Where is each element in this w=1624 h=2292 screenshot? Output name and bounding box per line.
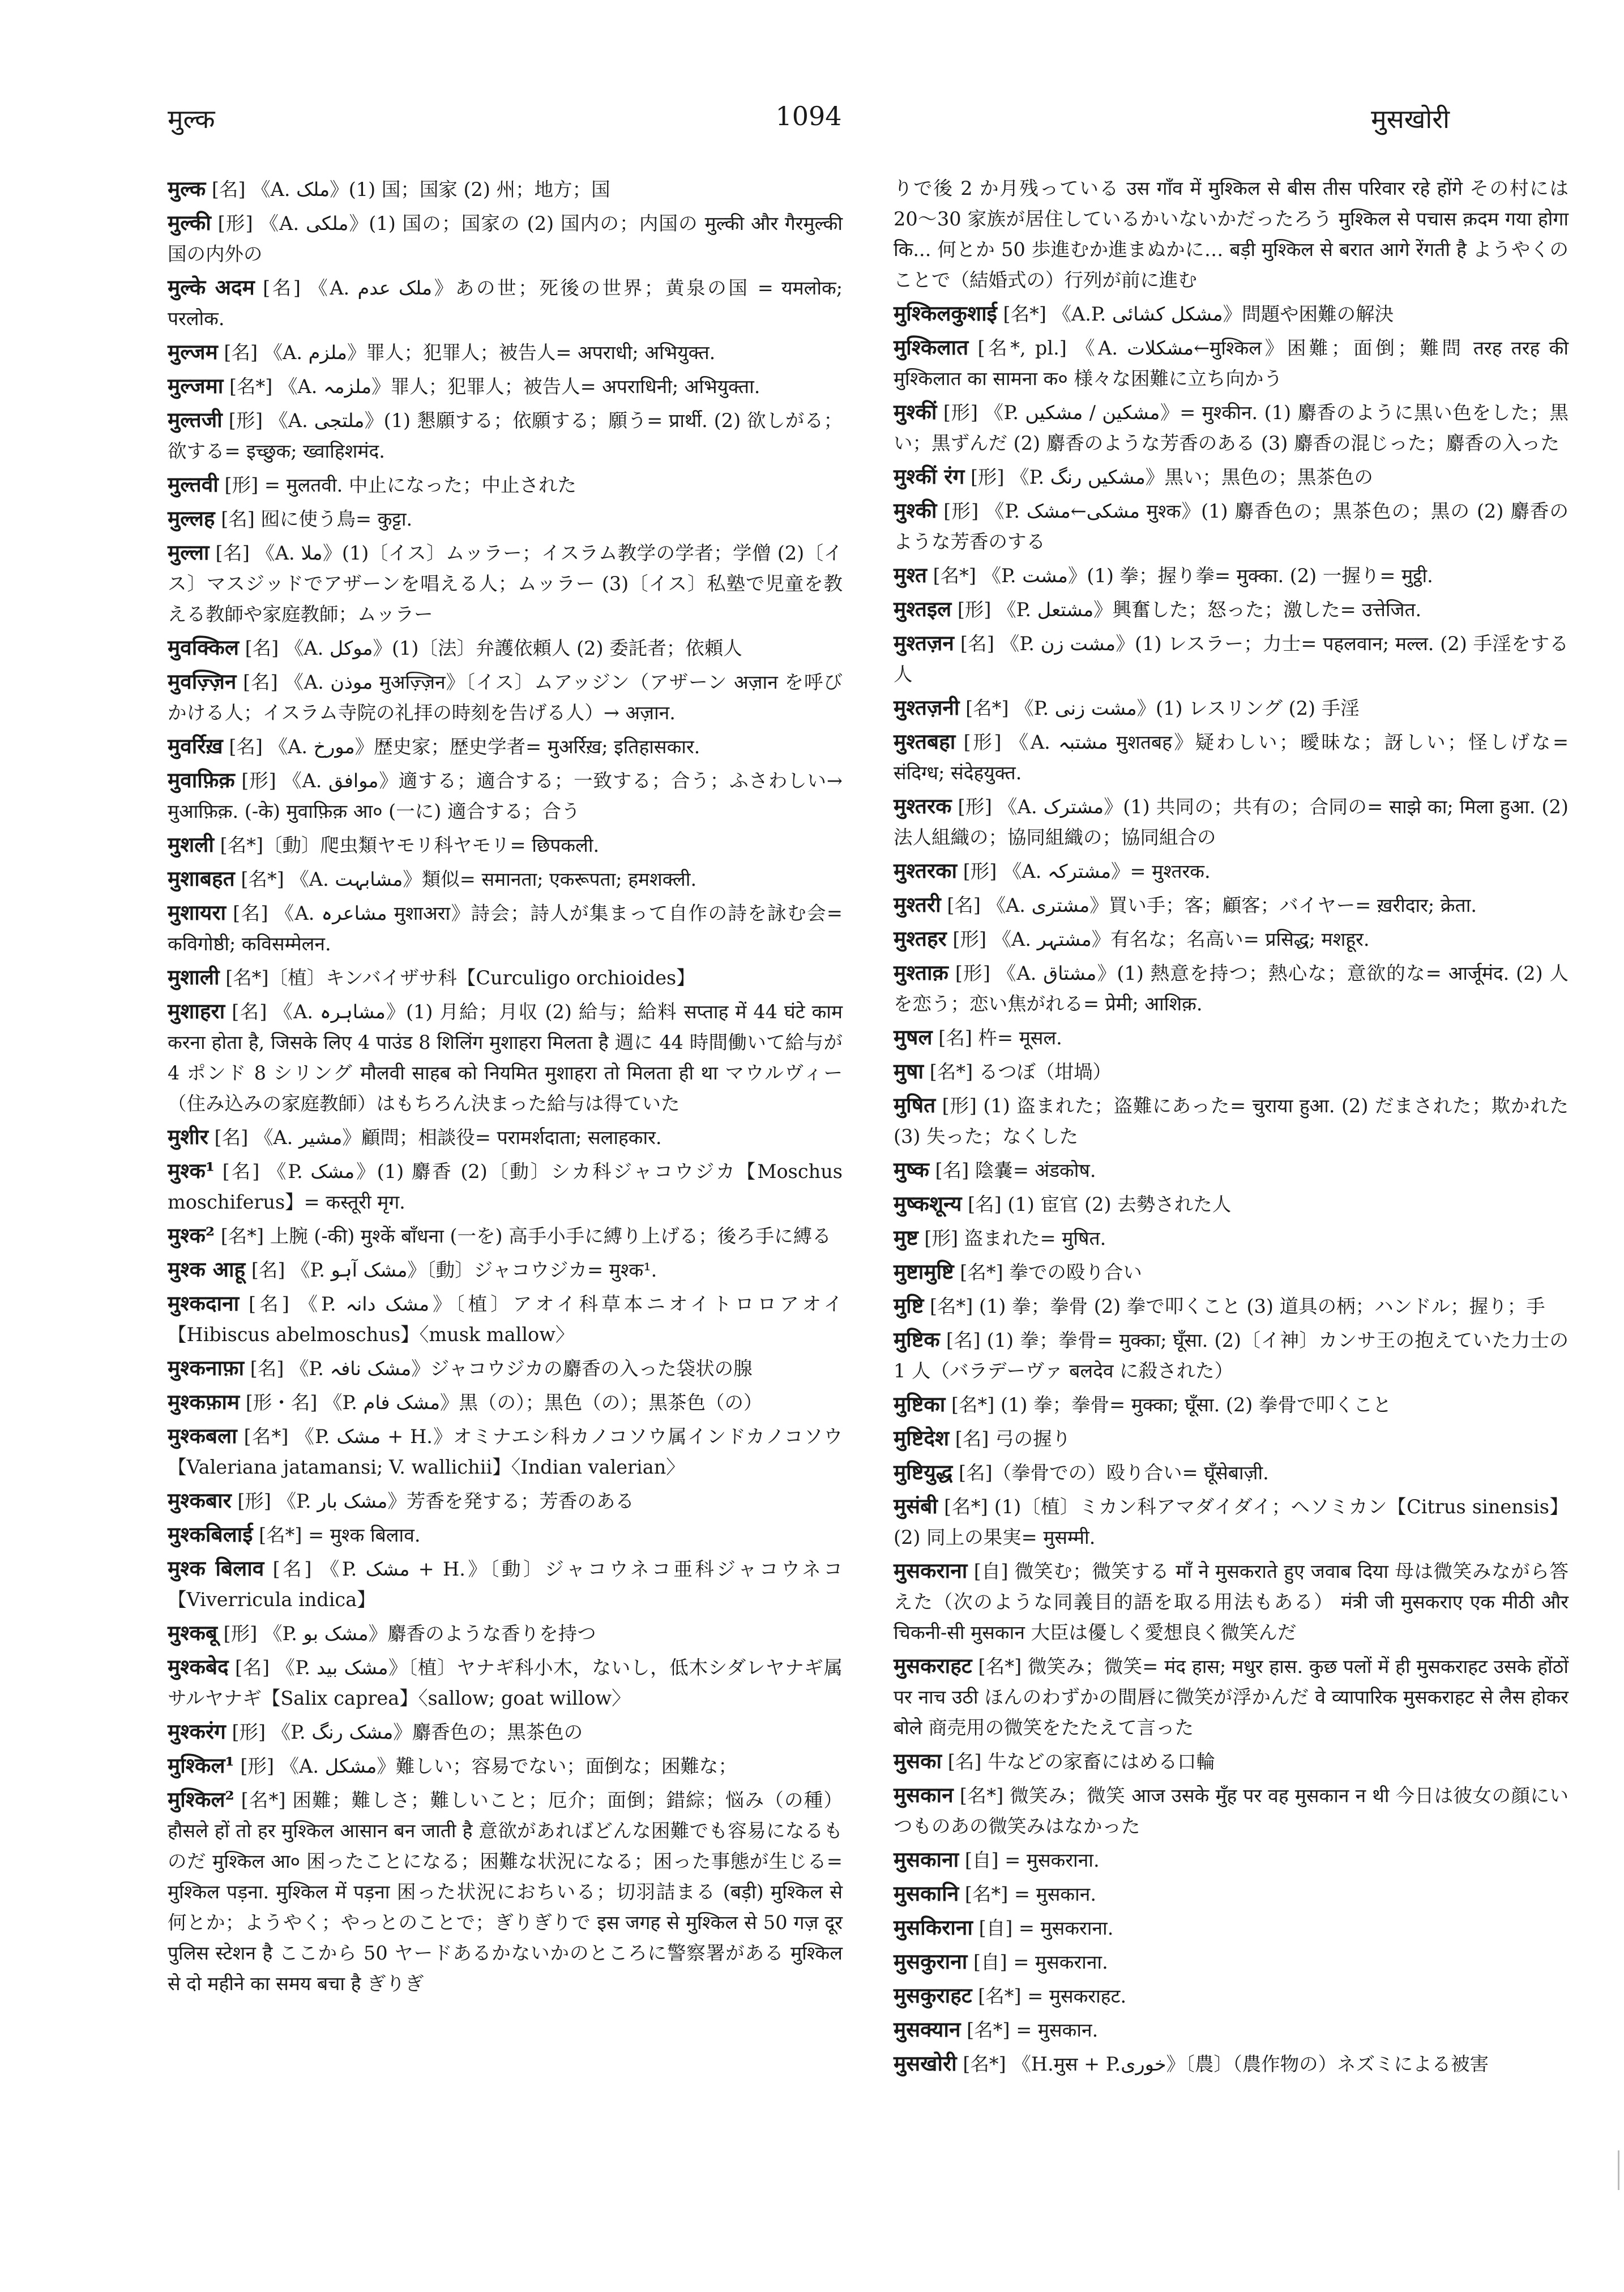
entry-headword: मुश्कदाना (168, 1291, 240, 1316)
entry-definition: [自] 微笑む；微笑する माँ ने मुसकराते हुए जवाब दिया 母は微笑みながら答えた（次のような同義目的語を取る用法もある） मंत्री जी मुसकराए एक मीठी और चिकनी-सी मुसकान 大臣は優しく愛想良く微笑んだ (894, 1560, 1569, 1644)
dictionary-entry (894, 1389, 1569, 1420)
entry-definition: [形] 《P. مشک بو》麝香のような香りを持つ (223, 1623, 596, 1645)
entry-headword: मुल्जम (168, 339, 218, 364)
entry-headword: मुसखोरी (894, 2051, 957, 2076)
entry-definition: [名*] (1)〔植〕ミカン科アマダイダイ；ヘソミカン【Citrus sinensis】(2) 同上の果実= मुसम्मी. (894, 1496, 1569, 1548)
dictionary-entry (168, 370, 843, 402)
dictionary-entry (894, 1188, 1569, 1220)
dictionary-entry (168, 1352, 843, 1384)
entry-headword: मुश्तरक (894, 793, 952, 818)
header-right-guide-word: मुसखोरी (1371, 104, 1450, 134)
entry-definition: [名] 牛などの家畜にはめる口輪 (947, 1751, 1216, 1773)
entry-definition: [名] 《A. موکل》(1)〔法〕弁護依頼人 (2) 委託者；依頼人 (245, 637, 742, 659)
entry-headword: मुश्क आहू (168, 1257, 246, 1282)
page-number: 1094 (775, 101, 842, 131)
dictionary-entry (894, 1324, 1569, 1386)
entry-definition: [形] 《P. مشک رنگ》麝香色の；黒茶色の (232, 1721, 583, 1743)
dictionary-entry (168, 962, 843, 993)
header-left-guide-word: मुल्क (168, 104, 215, 134)
entry-headword: मुशली (168, 832, 214, 857)
entry-definition: [形] (1) 盗まれた；盗難にあった= चुराया हुआ. (2) だまされた；欺かれた (3) 失った；なくした (894, 1095, 1569, 1147)
entry-headword: मुश्तज़नी (894, 695, 960, 720)
dictionary-entry (894, 1878, 1569, 1910)
entry-definition: [形] 《A. مشترکہ》= मुश्तरक. (963, 860, 1211, 882)
entry-headword: मुष्ट (894, 1225, 918, 1250)
entry-headword: मुषल (894, 1025, 933, 1049)
dictionary-entry (894, 560, 1569, 591)
entry-definition: [自] = मुसकराना. (964, 1849, 1100, 1871)
entry-definition: [名*] 《A. ملزمہ》罪人；犯罪人；被告人= अपराधिनी; अभियुक्ता. (229, 375, 760, 398)
dictionary-entry (894, 1290, 1569, 1322)
entry-definition: [名] 《A. مشیر》顧問；相談役= परामर्शदाता; सलाहकार. (214, 1126, 662, 1149)
entry-headword: मुसकराना (894, 1558, 968, 1583)
entry-headword: मुशायरा (168, 900, 226, 925)
entry-headword: मुल्के अदम (168, 275, 255, 300)
entry-headword: मुसकिराना (894, 1915, 973, 1940)
dictionary-entry (894, 173, 1569, 296)
entry-definition: [名*] るつぼ（坩堝） (929, 1061, 1112, 1083)
entry-headword: मुश्कबिलाई (168, 1522, 253, 1547)
entry-definition: [名]（拳骨での）殴り合い= घूँसेबाज़ी. (959, 1462, 1269, 1484)
entry-definition: [名] (1) 宦官 (2) 去勢された人 (968, 1193, 1232, 1215)
entry-definition: [名] 《P. مشک بید》〔植〕ヤナギ科小木，ないし，低木シダレヤナギ属サルヤナギ【Salix caprea】〈sallow; goat willow〉 (168, 1657, 843, 1709)
entry-headword: मुसंबी (894, 1493, 938, 1518)
dictionary-entry (894, 2014, 1569, 2046)
dictionary-entry (168, 1750, 843, 1782)
entry-definition: [名] 《P. مشت زن》(1) レスラー；力士= पहलवान; मल्ल. (2) 手淫をする人 (894, 633, 1569, 685)
entry-headword: मुश्क² (168, 1223, 215, 1248)
entry-headword: मुष्टिक (894, 1327, 940, 1352)
entry-definition: [名] 《A. مشتری》買い手；客；顧客；バイヤー= ख़रीदार; क्रेता. (947, 894, 1477, 916)
entry-headword: मुष्टामुष्टि (894, 1259, 954, 1284)
entry-headword: मुषा (894, 1058, 924, 1083)
entry-definition: [名*, pl.] 《A. مشکلات←मुश्किल》困難；面倒；難問 तरह तरह की मुश्किलात का सामना क० 様々な困難に立ち向かう (894, 337, 1569, 390)
entry-headword: मुल्ला (168, 540, 210, 565)
entry-definition: [形] 《P. مشک بار》芳香を発する；芳香のある (237, 1490, 634, 1512)
entry-definition: [名] 《A. ملک عدم》あの世；死後の世界；黄泉の国 = यमलोक; परलोक. (168, 277, 843, 330)
dictionary-entry (894, 1423, 1569, 1454)
entry-headword: मुवज़्ज़िन (168, 669, 237, 694)
dictionary-entry (894, 726, 1569, 788)
page-header (168, 101, 1450, 152)
entry-definition: [名] 《A. موذن मुअज़्ज़िन》〔イス〕ムアッジン（アザーン अज़ान を呼びかける人；イスラム寺院の礼拝の時刻を告げる人）→ अज़ान. (168, 671, 843, 724)
dictionary-entry (168, 897, 843, 959)
dictionary-entry (168, 996, 843, 1119)
dictionary-entry (894, 1256, 1569, 1288)
entry-definition: [名] 《P. مشک》(1) 麝香 (2)〔動〕シカ科ジャコウジカ【Moschus moschiferus】= कस्तूरी मृग. (168, 1160, 843, 1213)
dictionary-entry (894, 1980, 1569, 2012)
entry-headword: मुश्त (894, 562, 927, 587)
entry-definition: [名*] 《A. مشابہت》類似= समानता; एकरूपता; हमशक्ली. (241, 868, 697, 890)
entry-headword: मुल्लह (168, 506, 215, 531)
dictionary-entry (168, 632, 843, 664)
entry-definition: [形] 《P. مشکی←مشک मुश्क》(1) 麝香色の；黒茶色の；黒の (2) 麝香のような芳香のする (894, 500, 1569, 553)
entry-headword: मुसकाना (894, 1847, 959, 1872)
dictionary-entry (894, 2048, 1569, 2080)
dictionary-entry (894, 791, 1569, 853)
entry-definition: [名*] 《P. مشت》(1) 拳；握り拳= मुक्का. (2) 一握り= मुट्ठी. (933, 565, 1433, 587)
dictionary-entry (168, 1617, 843, 1649)
entry-definition: [名*] 《P. مشت زنی》(1) レスリング (2) 手淫 (965, 697, 1360, 719)
left-column (168, 173, 843, 2001)
right-column (894, 173, 1569, 2082)
entry-headword: मुष्टिका (894, 1392, 946, 1416)
entry-headword: मुश्तज़न (894, 630, 954, 655)
entry-headword: मुसकानि (894, 1881, 959, 1906)
dictionary-entry (894, 1946, 1569, 1978)
entry-definition: [自] = मुसकराना. (978, 1917, 1114, 1939)
entry-headword: मुश्तहर (894, 926, 947, 951)
dictionary-entry (168, 1784, 843, 1999)
dictionary-entry (168, 666, 843, 728)
entry-definition: [形] 《A. مشتبہ मुशतबह》疑わしい；曖昧な；訝しい；怪しげな= संदिग्ध; संदेहयुक्त. (894, 731, 1569, 784)
dictionary-entry (894, 1090, 1569, 1152)
entry-headword: मुश्कनाफ़ा (168, 1355, 245, 1380)
entry-definition: [名*] 拳での殴り合い (960, 1261, 1142, 1283)
entry-headword: मुश्किल² (168, 1787, 234, 1812)
entry-headword: मुश्कीं रंग (894, 464, 965, 489)
entry-definition: [形] 《A. مشتاق》(1) 熱意を持つ；熱心な；意欲的な= आर्जूमंद. (2) 人を恋う；恋い焦がれる= प्रेमी; आशिक़. (894, 962, 1569, 1015)
entry-definition: [形] 《A. مشکل》難しい；容易でない；面倒な；困難な； (240, 1755, 737, 1777)
entry-headword: मुशाली (168, 964, 220, 989)
entry-definition: [形] 盗まれた= मुषित. (924, 1227, 1106, 1249)
entry-headword: मुश्किलकुशाई (894, 301, 997, 326)
entry-headword: मुसकुराना (894, 1949, 968, 1974)
entry-definition: [名] 《A. ملا》(1)〔イス〕ムッラー；イスラム教学の学者；学僧 (2)〔イス〕マスジッドでアザーンを唱える人；ムッラー (3)〔イス〕私塾で児童を教える教師や家庭教師；ムッラー (168, 542, 843, 625)
entry-headword: मुवक्किल (168, 635, 239, 660)
entry-headword: मुशाहरा (168, 998, 225, 1023)
entry-headword: मुसका (894, 1748, 942, 1773)
entry-headword: मुवर्रिख़ (168, 733, 223, 758)
entry-definition: [名] 弓の握り (955, 1428, 1071, 1450)
dictionary-entry (168, 1288, 843, 1350)
entry-definition: [名] 《A. مشاعرہ मुशाअरा》詩会；詩人が集まって自作の詩を詠む会= कविगोष्ठी; कविसम्मेलन. (168, 902, 843, 955)
entry-definition: [名*] 《A.P. مشکل کشائی》問題や困難の解決 (1003, 303, 1394, 325)
entry-definition: [名*] 上腕 (-की) मुश्कें बाँधना (一を) 高手小手に縛り上げる；後ろ手に縛る (220, 1225, 831, 1247)
dictionary-entry (168, 1386, 843, 1418)
dictionary-entry (168, 863, 843, 895)
dictionary-entry (894, 1491, 1569, 1553)
entry-definition: [形] 《P. مشکیں رنگ》黒い；黒色の；黒茶色の (970, 466, 1373, 488)
dictionary-entry (168, 1519, 843, 1551)
dictionary-entry (894, 1457, 1569, 1488)
entry-definition: [名*] = मुश्क बिलाव. (259, 1524, 421, 1546)
entry-definition: [名*] (1) 拳；拳骨 (2) 拳で叩くこと (3) 道具の柄；ハンドル；握り；手 (929, 1295, 1545, 1317)
entry-definition: [形・名] 《P. مشک فام》黒（の）；黒色（の）；黒茶色（の） (245, 1392, 763, 1414)
entry-definition: [名] 《A. مورخ》歴史家；歴史学者= मुअर्रिख़; इतिहासकार. (229, 736, 700, 758)
entry-headword: मुश्ताक़ (894, 960, 948, 985)
entry-definition: [形] 《P. مشتعل》興奮した；怒った；激した= उत्तेजित. (957, 599, 1422, 621)
entry-headword: मुशीर (168, 1124, 209, 1149)
entry-headword: मुश्कबला (168, 1423, 237, 1448)
entry-headword: मुसक्यान (894, 2017, 961, 2042)
dictionary-entry (894, 1745, 1569, 1777)
dictionary-entry (894, 1555, 1569, 1648)
dictionary-entry (894, 1022, 1569, 1053)
dictionary-entry (168, 207, 843, 270)
entry-definition: [名] 《P. مشک آہو》〔動〕ジャコウジカ= मुश्क¹. (251, 1259, 657, 1281)
entry-definition: [形] 《A. مشترک》(1) 共同の；共有の；合同の= साझे का; मिला हुआ. (2) 法人組織の；協同組織の；協同組合の (894, 796, 1569, 848)
entry-headword: मुश्तरी (894, 892, 941, 917)
entry-headword: मुश्कीं (894, 399, 937, 424)
entry-definition: [形] = मुलतवी. 中止になった；中止された (224, 474, 576, 496)
entry-definition: りで後 2 か月残っている उस गाँव में मुश्किल से बीस तीस परिवार रहे होंगे その村には 20～30 家族が居住しているかいないかだったろう मुश्किल से पचास क़दम गया होगा कि... 何とか 50 歩進むか進まぬかに… बड़ी मुश्किल से बरात आगे रेंगती है ようやくのことで（結婚式の）行列が前に進む (894, 177, 1569, 291)
dictionary-entry (894, 594, 1569, 625)
entry-headword: मुश्तबहा (894, 729, 956, 754)
entry-headword: मुष्कशून्य (894, 1191, 962, 1216)
entry-headword: मुश्तरका (894, 858, 958, 883)
entry-headword: मुश्किल¹ (168, 1753, 234, 1778)
entry-definition: [名*] 微笑み；微笑= मंद हास; मधुर हास. कुछ पलों में ही मुसकराहट उसके होंठों पर नाच उठी ほんのわずかの間唇に微笑が浮かんだ वे व्यापारिक मुसकराहट से लैस होकर बोले 商売用の微笑をたたえて言った (894, 1655, 1569, 1739)
entry-headword: मुल्तवी (168, 472, 219, 497)
entry-headword: मुल्जमा (168, 373, 224, 398)
dictionary-entry (894, 1779, 1569, 1842)
entry-headword: मुश्तइल (894, 596, 952, 621)
dictionary-entry (894, 1154, 1569, 1186)
entry-headword: मुल्तजी (168, 407, 223, 432)
entry-definition: [名] 《A. مشاہرہ》(1) 月給；月収 (2) 給与；給料 सप्ताह में 44 घंटे काम करना होता है, जिसके लिए 4 पाउंड 8 शिलिंग मुशाहरा मिलता है 週に 44 時間働いて給与が 4 ポンド 8 シリング मौलवी साहब को नियमित मुशाहरा तो मिलता ही था マウルヴィー（住み込みの家庭教師）はもちろん決まった給与は得ていた (168, 1001, 843, 1115)
dictionary-entry (168, 1716, 843, 1748)
dictionary-entry (894, 889, 1569, 921)
entry-headword: मुश्की (894, 498, 937, 523)
entry-definition: [自] = मुसकराना. (973, 1951, 1108, 1973)
dictionary-entry (894, 628, 1569, 690)
entry-headword: मुश्क बिलाव (168, 1556, 264, 1581)
dictionary-entry (168, 336, 843, 368)
dictionary-entry (168, 469, 843, 501)
dictionary-entry (894, 957, 1569, 1019)
entry-definition: [形] 《A. ملتجی》(1) 懇願する；依願する；願う= प्रार्थी. (2) 欲しがる；欲する= इच्छुक; ख्वाहिशमंद. (168, 409, 843, 462)
dictionary-entry (168, 1553, 843, 1615)
entry-definition: [形] 《A. ملکی》(1) 国の；国家の (2) 国内の；内国の मुल्की और गैरमुल्की 国の内外の (168, 212, 843, 265)
entry-definition: [名] 《A. ملزم》罪人；犯罪人；被告人= अपराधी; अभियुक्त. (224, 342, 716, 364)
dictionary-entry (168, 503, 843, 535)
entry-headword: मुवाफ़िक़ (168, 767, 235, 792)
entry-definition: [名*] = मुसकान. (964, 1883, 1097, 1905)
entry-definition: [名*] 微笑み；微笑 आज उसके मुँह पर वह मुसकान न थी 今日は彼女の顔にいつものあの微笑みはなかった (894, 1785, 1569, 1837)
entry-definition: [名] 《P. مشک + H.》〔動〕ジャコウネコ亜科ジャコウネコ【Viverricula indica】 (168, 1558, 843, 1611)
dictionary-entry (894, 298, 1569, 330)
entry-definition: [名] 《A. ملک》(1) 国；国家 (2) 州；地方；国 (211, 178, 610, 200)
dictionary-entry (168, 1420, 843, 1483)
dictionary-entry (894, 923, 1569, 955)
entry-definition: [名*] = मुसकान. (967, 2019, 1099, 2041)
dictionary-entry (894, 692, 1569, 724)
dictionary-entry (168, 731, 843, 762)
dictionary-entry (894, 332, 1569, 394)
dictionary-entry (894, 396, 1569, 459)
entry-definition: [名] 囮に使う鳥= कुट्टा. (221, 508, 413, 530)
dictionary-entry (168, 1220, 843, 1252)
entry-headword: मुष्टियुद्ध (894, 1459, 953, 1484)
entry-definition: [名] 《P. مشک دانہ》〔植〕アオイ科草本ニオイトロロアオイ【Hibiscus abelmoschus】〈musk mallow〉 (168, 1293, 843, 1346)
entry-headword: मुश्क¹ (168, 1158, 215, 1183)
entry-headword: मुश्कबार (168, 1488, 232, 1513)
entry-headword: मुष्टि (894, 1293, 924, 1318)
entry-headword: मुषित (894, 1092, 936, 1117)
entry-headword: मुष्टिदेश (894, 1425, 950, 1450)
dictionary-entry (168, 404, 843, 467)
entry-headword: मुसकुराहट (894, 1983, 972, 2008)
dictionary-entry (168, 173, 843, 205)
dictionary-entry (168, 765, 843, 827)
dictionary-entry (168, 1155, 843, 1218)
entry-headword: मुश्कफ़ाम (168, 1389, 240, 1414)
dictionary-entry (894, 1650, 1569, 1743)
entry-definition: [名] 陰嚢= अंडकोष. (935, 1159, 1096, 1181)
dictionary-entry (168, 1254, 843, 1286)
entry-headword: मुल्क (168, 176, 206, 201)
entry-definition: [名*] = मुसकराहट. (978, 1985, 1127, 2007)
dictionary-entry (894, 1056, 1569, 1087)
dictionary-entry (894, 1912, 1569, 1944)
entry-definition: [名] (1) 拳；拳骨= मुक्का; घूँसा. (2)〔イ神〕カンサ王の抱えていた力士の 1 人（バラデーヴァ बलदेव に殺された） (894, 1329, 1569, 1382)
page-edge-mark (1618, 2150, 1619, 2190)
dictionary-entry (168, 537, 843, 630)
dictionary-entry (894, 1844, 1569, 1876)
entry-headword: मुल्की (168, 210, 211, 235)
entry-headword: मुश्कबू (168, 1620, 217, 1645)
dictionary-entry (168, 272, 843, 334)
dictionary-entry (168, 829, 843, 861)
entry-definition: [名*]〔動〕爬虫類ヤモリ科ヤモリ= छिपकली. (220, 834, 600, 856)
entry-headword: मुश्किलात (894, 335, 969, 360)
entry-definition: [形] 《A. موافق》適する；適合する；一致する；合う；ふさわしい→ मुआफ़िक़. (-के) मुवाफ़िक़ आ० (一に) 適合する；合う (168, 770, 843, 822)
entry-definition: [名] 杵= मूसल. (938, 1027, 1062, 1049)
entry-headword: मुसकान (894, 1782, 954, 1807)
dictionary-entry (168, 1121, 843, 1153)
dictionary-entry (168, 1651, 843, 1714)
entry-headword: मुष्क (894, 1157, 929, 1182)
entry-definition: [名*] 困難；難しさ；難しいこと；厄介；面倒；錯綜；悩み（の種） हौसले हों तो हर मुश्किल आसान बन जाती है 意欲があればどんな困難でも容易になるものだ मुश्किल आ० 困ったことになる；困難な状況になる；困った事態が生じる= मुश्किल पड़ना. मुश्किल में पड़ना 困った状況におちいる；切羽詰まる (बड़ी) मुश्किल से 何とか；ようやく；やっとのことで；ぎりぎりで इस जगह से मुश्किल से 50 गज़ दूर पुलिस स्टेशन है ここから 50 ヤードあるかないかのところに警察署がある मुश्किल से दो महीने का समय बचा है ぎりぎ (168, 1789, 843, 1995)
entry-definition: [形] 《P. مشکین / مشکیں》= मुश्कीन. (1) 麝香のように黒い色をした；黒い；黒ずんだ (2) 麝香のような芳香のある (3) 麝香の混じった；麝香の入った (894, 402, 1569, 454)
dictionary-entry (894, 495, 1569, 557)
entry-definition: [名*] 《H.मुस + P.خوری》〔農〕（農作物の）ネズミによる被害 (963, 2053, 1489, 2075)
entry-definition: [名*] (1) 拳；拳骨= मुक्का; घूँसा. (2) 拳骨で叩くこと (951, 1394, 1392, 1416)
entry-headword: मुश्कबेद (168, 1654, 229, 1679)
entry-definition: [形] 《A. مشتہر》有名な；名高い= प्रसिद्ध; मशहूर. (952, 928, 1370, 950)
dictionary-entry (894, 461, 1569, 493)
entry-headword: मुसकराहट (894, 1653, 972, 1678)
entry-headword: मुश्करंग (168, 1719, 226, 1744)
dictionary-entry (894, 855, 1569, 887)
entry-definition: [名*]〔植〕キンバイザサ科【Curculigo orchioides】 (225, 967, 695, 989)
entry-definition: [名] 《P. مشک نافہ》ジャコウジカの麝香の入った袋状の腺 (250, 1358, 753, 1380)
entry-headword: मुशाबहत (168, 866, 235, 891)
entry-definition: [名*] 《P. مشک + H.》オミナエシ科カノコソウ属インドカノコソウ【Valeriana jatamansi; V. wallichii】〈Indian valerian〉 (168, 1425, 843, 1478)
dictionary-entry (894, 1222, 1569, 1254)
dictionary-entry (168, 1485, 843, 1517)
